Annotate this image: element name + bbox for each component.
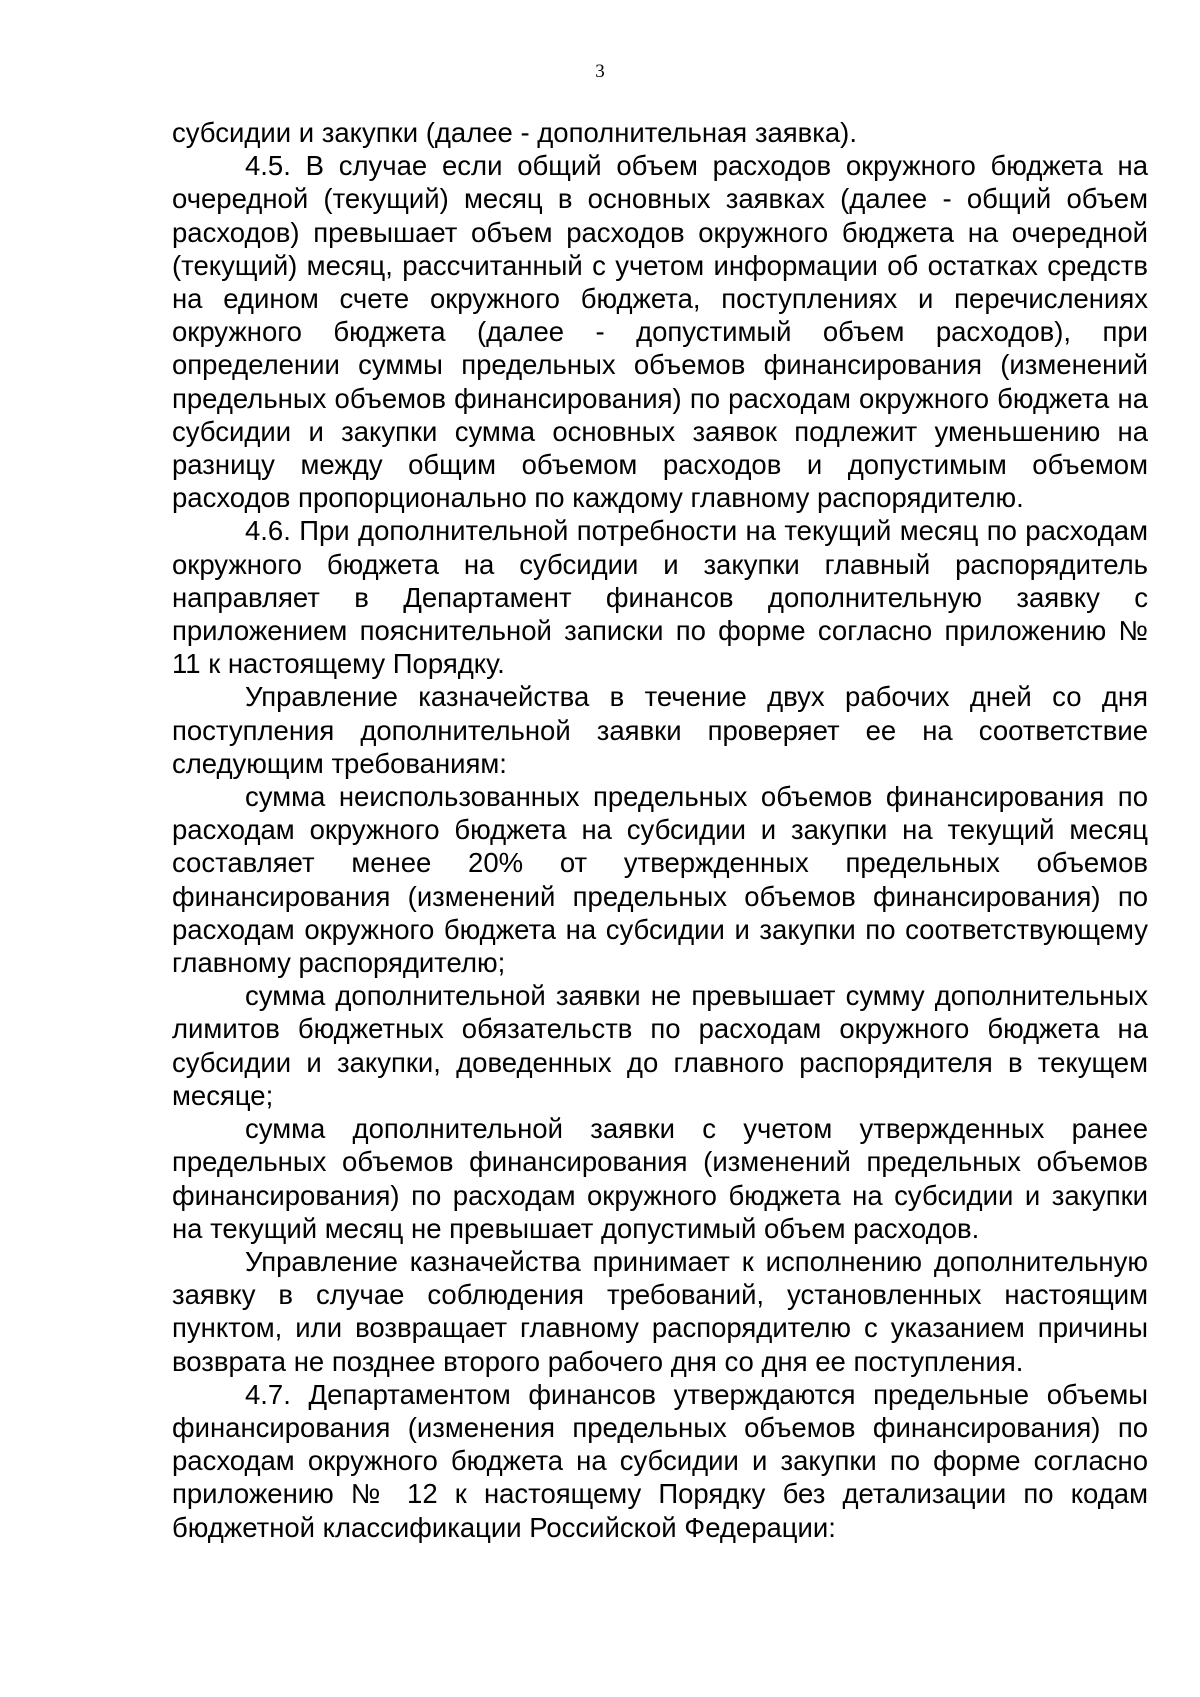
paragraph-clause-4-5: 4.5. В случае если общий объем расходов окружного бюджета на очередной (текущий) месяц в основных заявках (далее - общий объем расходов) превышает объем расходов окружного бюджета на очередной (текущий) месяц, рассчитанный с учетом информации об остатках средств на едином счете окружного бюджета, поступлениях и перечислениях окружного бюджета (далее - допустимый объем расходов), при определении суммы предельных объемов финансирования (изменений предельных объемов финансирования) по расходам окружного бюджета на субсидии и закупки сумма основных заявок подлежит уменьшению на разницу между общим объемом расходов и допустимым объемом расходов пропорционально по каждому главному распорядителю. <box>172 150 1148 514</box>
document-body <box>172 116 1148 1544</box>
paragraph-treasury-check: Управление казначейства в течение двух рабочих дней со дня поступления дополнительной заявки проверяет ее на соответствие следующим требованиям: <box>172 681 1148 779</box>
paragraph-clause-4-6: 4.6. При дополнительной потребности на текущий месяц по расходам окружного бюджета на субсидии и закупки главный распорядитель направляет в Департамент финансов дополнительную заявку с приложением пояснительной записки по форме согласно приложению № 11 к настоящему Порядку. <box>172 515 1148 680</box>
paragraph-continuation: субсидии и закупки (далее - дополнительная заявка). <box>172 117 857 148</box>
paragraph-requirement-3: сумма дополнительной заявки с учетом утвержденных ранее предельных объемов финансирования (изменений предельных объемов финансирования) по расходам окружного бюджета на субсидии и закупки на текущий месяц не превышает допустимый объем расходов. <box>172 1113 1148 1244</box>
paragraph-clause-4-7: 4.7. Департаментом финансов утверждаются предельные объемы финансирования (изменения предельных объемов финансирования) по расходам окружного бюджета на субсидии и закупки по форме согласно приложению № 12 к настоящему Порядку без детализации по кодам бюджетной классификации Российской Федерации: <box>172 1378 1148 1543</box>
page-number: 3 <box>595 61 605 82</box>
paragraph-requirement-1: сумма неиспользованных предельных объемов финансирования по расходам окружного бюджета на субсидии и закупки на текущий месяц составляет менее 20% от утвержденных предельных объемов финансирования (изменений предельных объемов финансирования) по расходам окружного бюджета на субсидии и закупки по соответствующему главному распорядителю; <box>172 781 1148 979</box>
paragraph-requirement-2: сумма дополнительной заявки не превышает сумму дополнительных лимитов бюджетных обязательств по расходам окружного бюджета на субсидии и закупки, доведенных до главного распорядителя в текущем месяце; <box>172 980 1148 1111</box>
paragraph-treasury-acceptance: Управление казначейства принимает к исполнению дополнительную заявку в случае соблюдения требований, установленных настоящим пунктом, или возвращает главному распорядителю с указанием причины возврата не позднее второго рабочего дня со дня ее поступления. <box>172 1245 1148 1377</box>
